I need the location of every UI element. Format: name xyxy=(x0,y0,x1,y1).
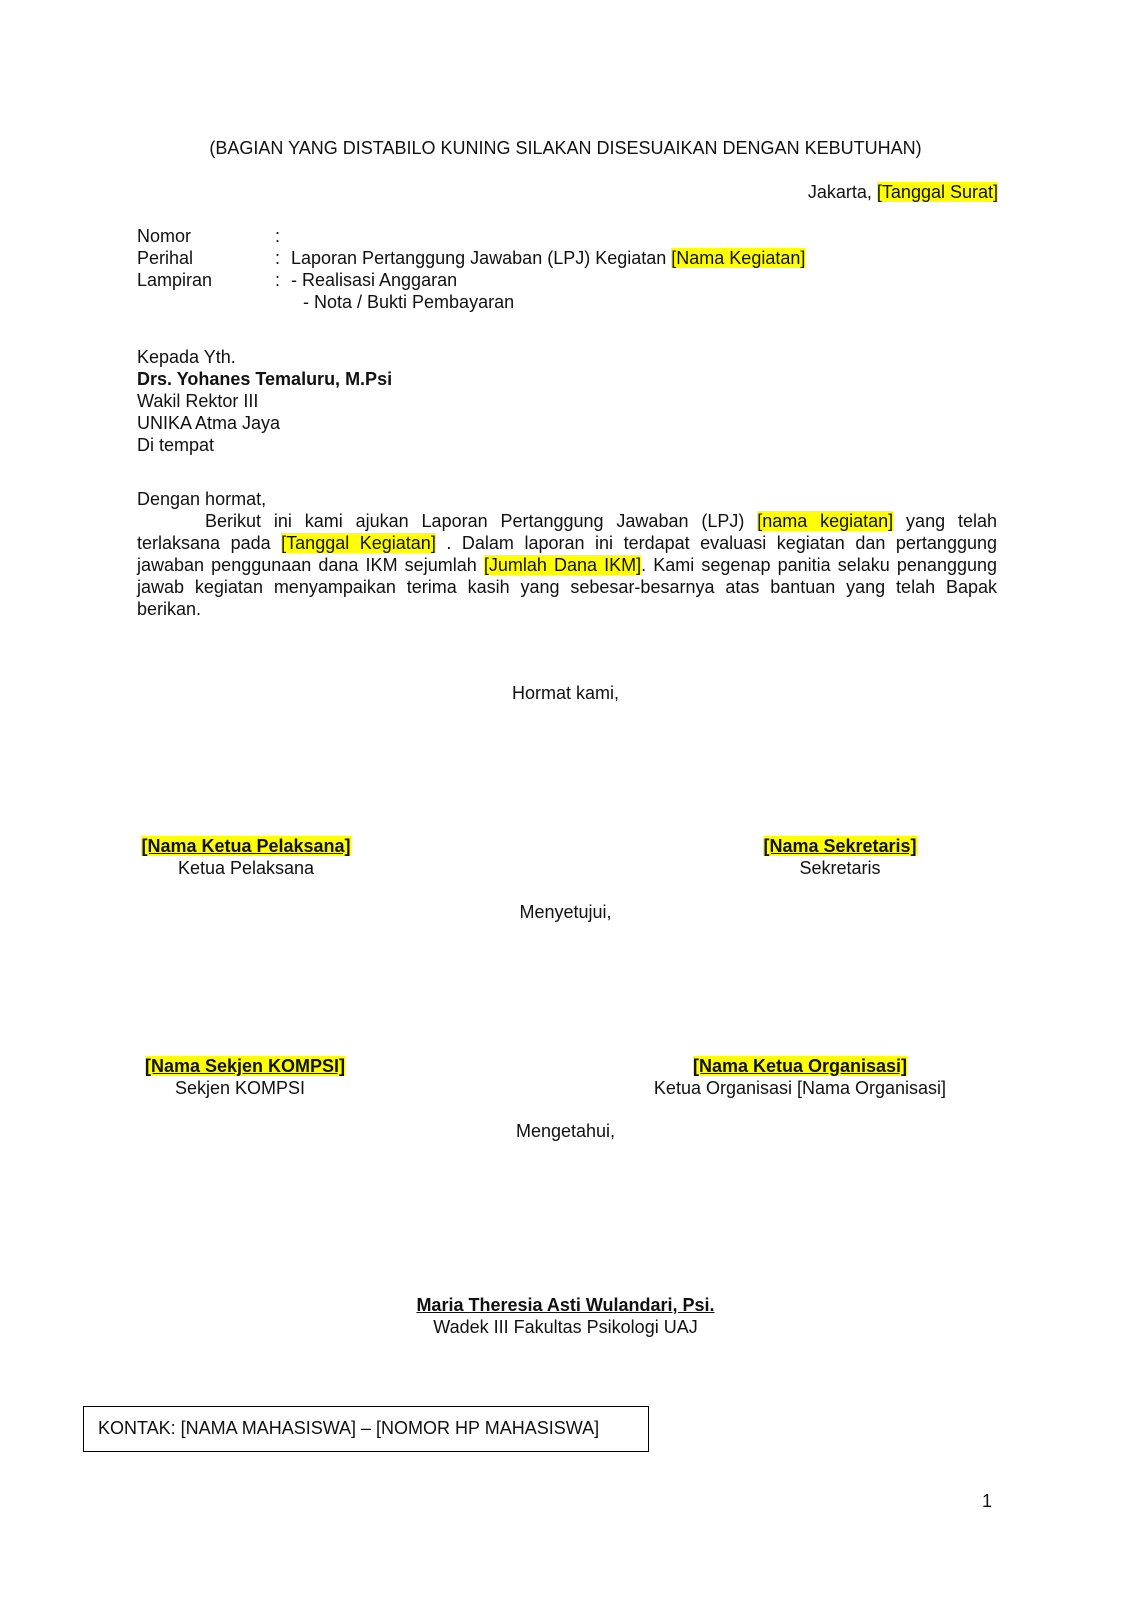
meta-label-nomor: Nomor xyxy=(137,226,192,246)
signature-name: [Nama Ketua Organisasi] xyxy=(692,1056,908,1076)
recipient-institution: UNIKA Atma Jaya xyxy=(137,413,281,433)
body-highlight-date: [Tanggal Kegiatan] xyxy=(281,533,436,553)
signature-ketua-organisasi xyxy=(640,1055,960,1099)
recipient-name: Drs. Yohanes Temaluru, M.Psi xyxy=(137,369,393,389)
signature-name: [Nama Ketua Pelaksana] xyxy=(141,836,351,856)
signature-sekjen xyxy=(130,1055,360,1099)
perihal-text: Laporan Pertanggung Jawaban (LPJ) Kegiatan xyxy=(291,248,672,268)
signature-name: Maria Theresia Asti Wulandari, Psi. xyxy=(416,1295,715,1315)
signature-role: Ketua Pelaksana xyxy=(177,858,315,878)
header-note: (BAGIAN YANG DISTABILO KUNING SILAKAN DISESUAIKAN DENGAN KEBUTUHAN) xyxy=(209,138,922,158)
body-text: . Dalam laporan ini terdapat evaluasi kegiatan dan pertanggung jawaban penggunaan dana IKM sejumlah xyxy=(137,533,997,575)
meta-colon: : xyxy=(275,226,281,246)
meta-colon: : xyxy=(275,270,281,290)
body-text: . Kami segenap panitia selaku penanggung jawab kegiatan menyampaikan terima kasih yang sebesar-besarnya atas bantuan yang telah Bapak berikan. xyxy=(137,555,998,619)
lampiran-item: - Realisasi Anggaran xyxy=(291,270,458,290)
meta-colon: : xyxy=(275,248,281,268)
city: Jakarta, xyxy=(807,182,877,202)
signature-role: Wadek III Fakultas Psikologi UAJ xyxy=(433,1317,698,1337)
signature-name: [Nama Sekjen KOMPSI] xyxy=(144,1056,346,1076)
meta-value-perihal xyxy=(291,247,805,269)
salutation: Dengan hormat, xyxy=(137,489,267,509)
recipient-greeting: Kepada Yth. xyxy=(137,347,236,367)
approve-label: Menyetujui, xyxy=(519,902,612,922)
signature-name: [Nama Sekretaris] xyxy=(763,836,917,856)
closing: Hormat kami, xyxy=(511,683,619,703)
place-date xyxy=(808,181,998,203)
signature-sekretaris xyxy=(740,835,940,879)
body-highlight-activity: [nama kegiatan] xyxy=(757,511,894,531)
signature-ketua-pelaksana xyxy=(136,835,356,879)
body-text: yang telah terlaksana pada xyxy=(137,511,997,553)
recipient-position: Wakil Rektor III xyxy=(137,391,259,411)
lampiran-item: - Nota / Bukti Pembayaran xyxy=(303,292,515,312)
body-highlight-amount: [Jumlah Dana IKM] xyxy=(483,555,642,575)
signature-role: Ketua Organisasi [Nama Organisasi] xyxy=(653,1078,947,1098)
contact-text: KONTAK: [NAMA MAHASISWA] – [NOMOR HP MAHASISWA] xyxy=(98,1418,600,1438)
page-number: 1 xyxy=(982,1491,993,1511)
signature-wadek xyxy=(0,1294,1131,1338)
recipient-place: Di tempat xyxy=(137,435,215,455)
signature-role: Sekretaris xyxy=(799,858,881,878)
body-text: Berikut ini kami ajukan Laporan Pertanggung Jawaban (LPJ) xyxy=(205,511,758,531)
meta-label-perihal: Perihal xyxy=(137,248,194,268)
letter-date: [Tanggal Surat] xyxy=(876,182,998,202)
acknowledge-label: Mengetahui, xyxy=(515,1121,616,1141)
contact-box xyxy=(83,1406,649,1452)
signature-role: Sekjen KOMPSI xyxy=(174,1078,306,1098)
perihal-highlight: [Nama Kegiatan] xyxy=(671,248,806,268)
body-paragraph xyxy=(137,510,997,620)
meta-label-lampiran: Lampiran xyxy=(137,270,213,290)
